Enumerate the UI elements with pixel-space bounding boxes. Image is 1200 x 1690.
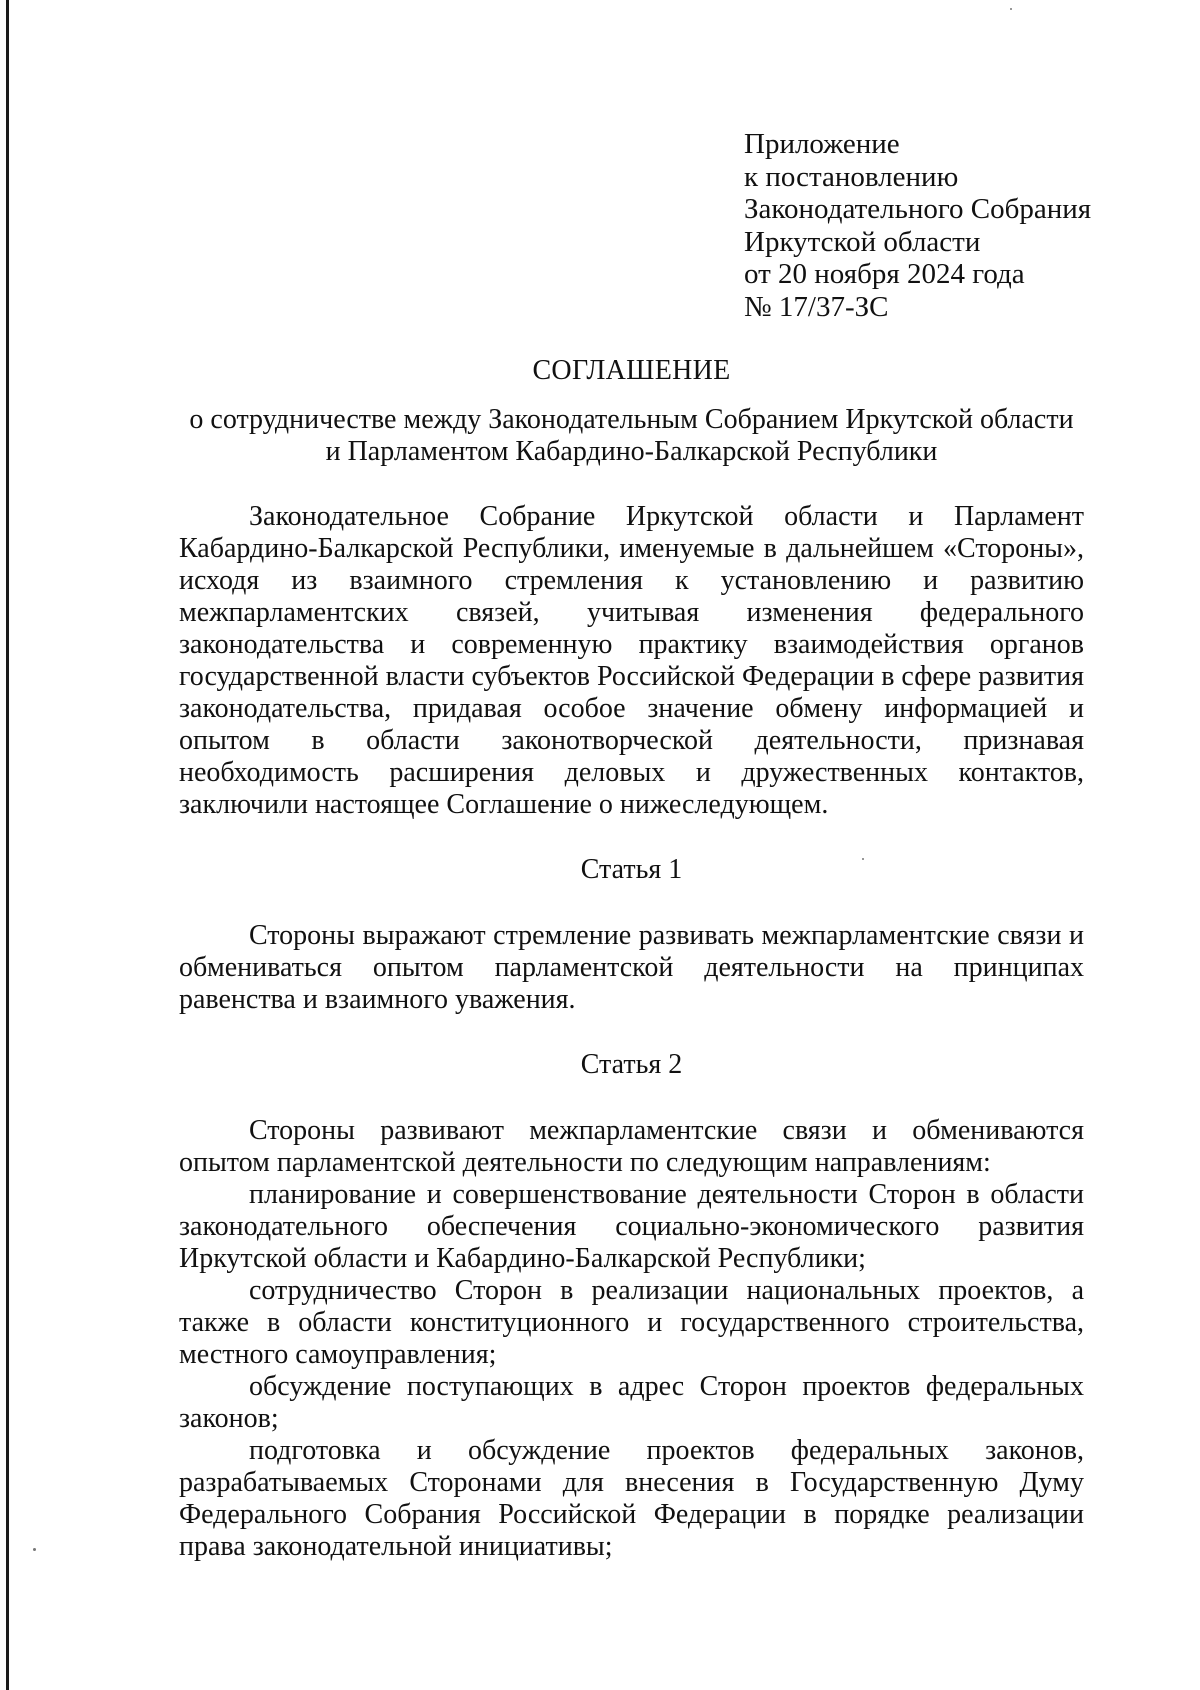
subtitle-line: о сотрудничестве между Законодательным Собранием Иркутской области bbox=[189, 404, 1074, 435]
article-2-item: обсуждение поступающих в адрес Сторон проектов федеральных законов; bbox=[179, 1371, 1084, 1434]
article-2-heading: Статья 2 bbox=[580, 1049, 683, 1080]
appendix-date: от 20 ноября 2024 года bbox=[744, 258, 1025, 290]
preamble-paragraph: Законодательное Собрание Иркутской области и Парламент Кабардино-Балкарской Республики, именуемые в дальнейшем «Стороны», исходя из взаимного стремления к установлению и развитию межпарламентских связей, учитывая изменения федерального законодательства и современную практику взаимодействия органов государственной власти субъектов Российской Федерации в сфере развития законодательства, придавая особое значение обмену информацией и опытом в области законотворческой деятельности, признавая необходимость расширения деловых и дружественных контактов, заключили настоящее Соглашение о нижеследующем. bbox=[179, 501, 1084, 820]
subtitle-line: и Парламентом Кабардино-Балкарской Республики bbox=[325, 436, 938, 467]
appendix-number: № 17/37-ЗС bbox=[744, 290, 889, 323]
document-title: СОГЛАШЕНИЕ bbox=[532, 355, 731, 386]
article-1-heading: Статья 1 bbox=[580, 854, 683, 885]
article-2-intro: Стороны развивают межпарламентские связи и обмениваются опытом парламентской деятельности по следующим направлениям: bbox=[179, 1115, 1084, 1178]
document-body bbox=[179, 355, 1084, 1563]
scan-speck bbox=[1010, 8, 1012, 10]
article-2-item: подготовка и обсуждение проектов федеральных законов, разрабатываемых Сторонами для внесения в Государственную Думу Федерального Собрания Российской Федерации в порядке реализации права законодательной инициативы; bbox=[179, 1435, 1084, 1562]
appendix-line: к постановлению bbox=[744, 160, 959, 193]
article-2-item: планирование и совершенствование деятельности Сторон в области законодательного обеспечения социально-экономического развития Иркутской области и Кабардино-Балкарской Республики; bbox=[179, 1179, 1084, 1274]
appendix-line: Иркутской области bbox=[744, 225, 981, 258]
scan-speck bbox=[33, 1548, 36, 1551]
appendix-line: Законодательного Собрания bbox=[744, 193, 1092, 225]
scan-edge bbox=[6, 0, 9, 1690]
appendix-block bbox=[744, 128, 1091, 323]
article-2-item: сотрудничество Сторон в реализации национальных проектов, а также в области конституционного и государственного строительства, местного самоуправления; bbox=[179, 1275, 1084, 1370]
appendix-line: Приложение bbox=[744, 128, 900, 160]
document-subtitle bbox=[179, 404, 1084, 468]
article-1-text: Стороны выражают стремление развивать межпарламентские связи и обмениваться опытом парламентской деятельности на принципах равенства и взаимного уважения. bbox=[179, 920, 1084, 1015]
